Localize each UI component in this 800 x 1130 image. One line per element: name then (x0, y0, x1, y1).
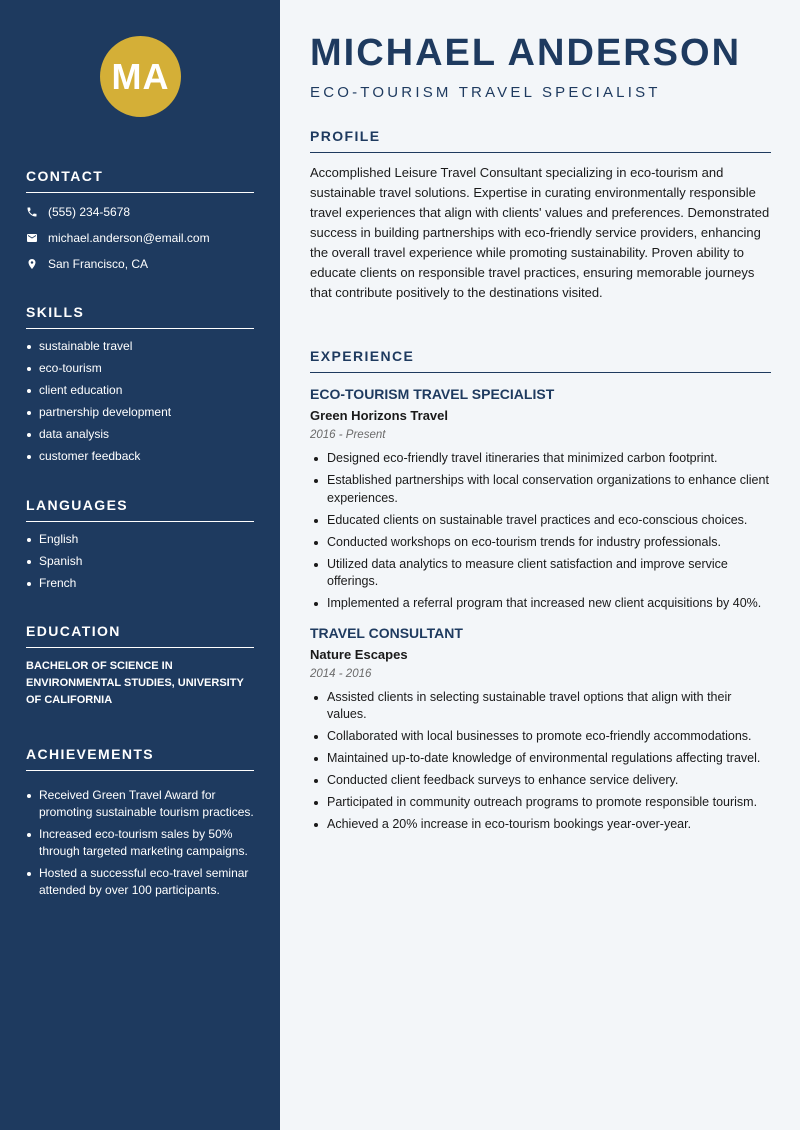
skill-item: sustainable travel (26, 338, 254, 355)
phone-icon (26, 206, 38, 218)
education-heading: EDUCATION (26, 623, 254, 648)
job-bullet: Utilized data analytics to measure client satisfaction and improve service offerings. (310, 556, 771, 591)
languages-heading: LANGUAGES (26, 497, 254, 522)
job-bullet: Established partnerships with local conservation organizations to enhance client experiences. (310, 472, 771, 507)
job-bullet: Collaborated with local businesses to promote eco-friendly accommodations. (310, 728, 771, 746)
job-company: Nature Escapes (310, 646, 408, 662)
sidebar (0, 0, 280, 1130)
job-dates: 2016 - Present (310, 429, 386, 441)
job-entry (310, 625, 771, 834)
achievements-section (26, 746, 254, 904)
contact-phone[interactable] (26, 204, 254, 219)
language-item: French (26, 575, 254, 592)
education-section (26, 623, 254, 709)
job-title: ECO-TOURISM TRAVEL SPECIALIST (310, 386, 555, 402)
job-bullets (310, 450, 771, 613)
language-item: English (26, 531, 254, 548)
profile-text: Accomplished Leisure Travel Consultant specializing in eco-tourism and sustainable travel solutions. Expertise in curating environmentally responsible travel experiences that align with clients' values and preferences. Demonstrated success in building partnerships with eco-friendly service providers, enhancing the overall travel experience while promoting sustainability. Proven ability to educate clients on responsible travel practices, ensuring memorable journeys that contribute positively to the destinations visited. (310, 165, 770, 300)
experience-heading: EXPERIENCE (310, 348, 771, 373)
job-entry (310, 386, 771, 613)
achievement-item: Received Green Travel Award for promoting sustainable tourism practices. (26, 787, 254, 821)
skill-item: eco-tourism (26, 360, 254, 377)
job-bullet: Conducted client feedback surveys to enhance service delivery. (310, 772, 771, 790)
contact-location (26, 256, 254, 271)
job-bullet: Conducted workshops on eco-tourism trends for industry professionals. (310, 534, 771, 552)
email-text: michael.anderson@email.com (48, 230, 210, 245)
job-bullet: Participated in community outreach programs to promote responsible tourism. (310, 794, 771, 812)
email-icon (26, 232, 38, 244)
profile-section (310, 128, 771, 303)
languages-section (26, 497, 254, 597)
skills-list (26, 338, 254, 465)
job-bullet: Achieved a 20% increase in eco-tourism bookings year-over-year. (310, 816, 771, 834)
job-bullet: Maintained up-to-date knowledge of environmental regulations affecting travel. (310, 750, 771, 768)
contact-email[interactable] (26, 230, 254, 245)
candidate-role: ECO-TOURISM TRAVEL SPECIALIST (310, 84, 661, 101)
phone-text: (555) 234-5678 (48, 204, 131, 219)
job-bullet: Implemented a referral program that increased new client acquisitions by 40%. (310, 595, 771, 613)
job-company: Green Horizons Travel (310, 408, 448, 423)
experience-section (310, 348, 771, 838)
avatar (100, 36, 181, 117)
achievements-list (26, 787, 254, 899)
languages-list (26, 531, 254, 592)
achievement-item: Increased eco-tourism sales by 50% through targeted marketing campaigns. (26, 826, 254, 860)
location-icon (26, 258, 38, 270)
job-bullet: Designed eco-friendly travel itineraries that minimized carbon footprint. (310, 450, 771, 468)
job-bullets (310, 689, 771, 834)
skills-heading: SKILLS (26, 304, 254, 329)
contact-heading: CONTACT (26, 168, 254, 193)
language-item: Spanish (26, 553, 254, 570)
job-dates: 2014 - 2016 (310, 667, 372, 680)
job-bullet: Educated clients on sustainable travel practices and eco-conscious choices. (310, 512, 771, 530)
skill-item: customer feedback (26, 448, 254, 465)
skill-item: partnership development (26, 404, 254, 421)
location-text: San Francisco, CA (48, 256, 149, 271)
achievements-heading: ACHIEVEMENTS (26, 746, 254, 771)
contact-section (26, 168, 254, 271)
candidate-name: MICHAEL ANDERSON (310, 32, 742, 74)
skills-section (26, 304, 254, 470)
job-title: TRAVEL CONSULTANT (310, 624, 463, 641)
skill-item: client education (26, 382, 254, 399)
job-bullet: Assisted clients in selecting sustainable travel options that align with their values. (310, 689, 771, 724)
skill-item: data analysis (26, 426, 254, 443)
profile-heading: PROFILE (310, 128, 771, 153)
achievement-item: Hosted a successful eco-travel seminar attended by over 100 participants. (26, 865, 254, 899)
avatar-initials: MA (111, 55, 170, 97)
education-degree: BACHELOR OF SCIENCE IN ENVIRONMENTAL STUDIES, UNIVERSITY OF CALIFORNIA (26, 660, 244, 706)
